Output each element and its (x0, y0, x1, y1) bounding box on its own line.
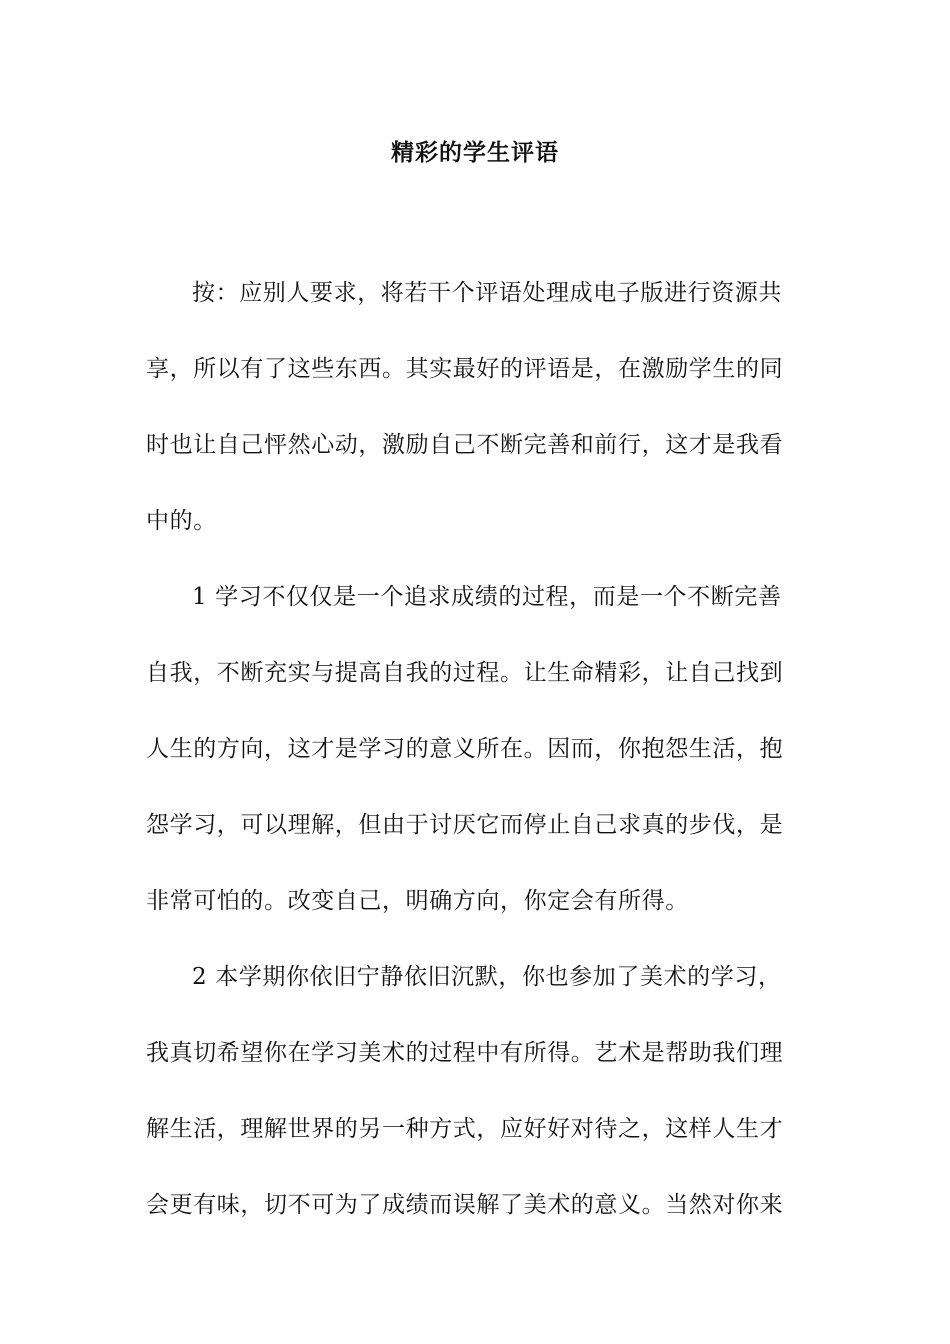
text-line: 按：应别人要求，将若干个评语处理成电子版进行资源共 (192, 280, 782, 306)
text-line: 时也让自己怦然心动，激励自己不断完善和前行，这才是我看 (146, 432, 784, 458)
text-line: 自我，不断充实与提高自我的过程。让生命精彩，让自己找到 (146, 660, 784, 686)
text-line: 享，所以有了这些东西。其实最好的评语是，在激励学生的同 (146, 356, 784, 382)
text-line: 非常可怕的。改变自己，明确方向，你定会有所得。 (146, 888, 689, 914)
paragraph-comment-1 (146, 559, 806, 939)
document-title: 精彩的学生评语 (391, 140, 559, 166)
text-line: 1 学习不仅仅是一个追求成绩的过程，而是一个不断完善 (192, 584, 782, 610)
paragraph-intro (146, 255, 806, 559)
text-line: 人生的方向，这才是学习的意义所在。因而，你抱怨生活，抱 (146, 736, 784, 762)
text-line: 2 本学期你依旧宁静依旧沉默，你也参加了美术的学习， (192, 964, 782, 990)
text-line: 会更有味，切不可为了成绩而误解了美术的意义。当然对你来 (146, 1192, 784, 1218)
text-line: 中的。 (146, 508, 217, 534)
text-line: 怨学习，可以理解，但由于讨厌它而停止自己求真的步伐，是 (146, 812, 784, 838)
text-line: 解生活，理解世界的另一种方式，应好好对待之，这样人生才 (146, 1116, 784, 1142)
text-line: 我真切希望你在学习美术的过程中有所得。艺术是帮助我们理 (146, 1040, 784, 1066)
document-body (146, 255, 806, 1243)
paragraph-comment-2 (146, 939, 806, 1243)
